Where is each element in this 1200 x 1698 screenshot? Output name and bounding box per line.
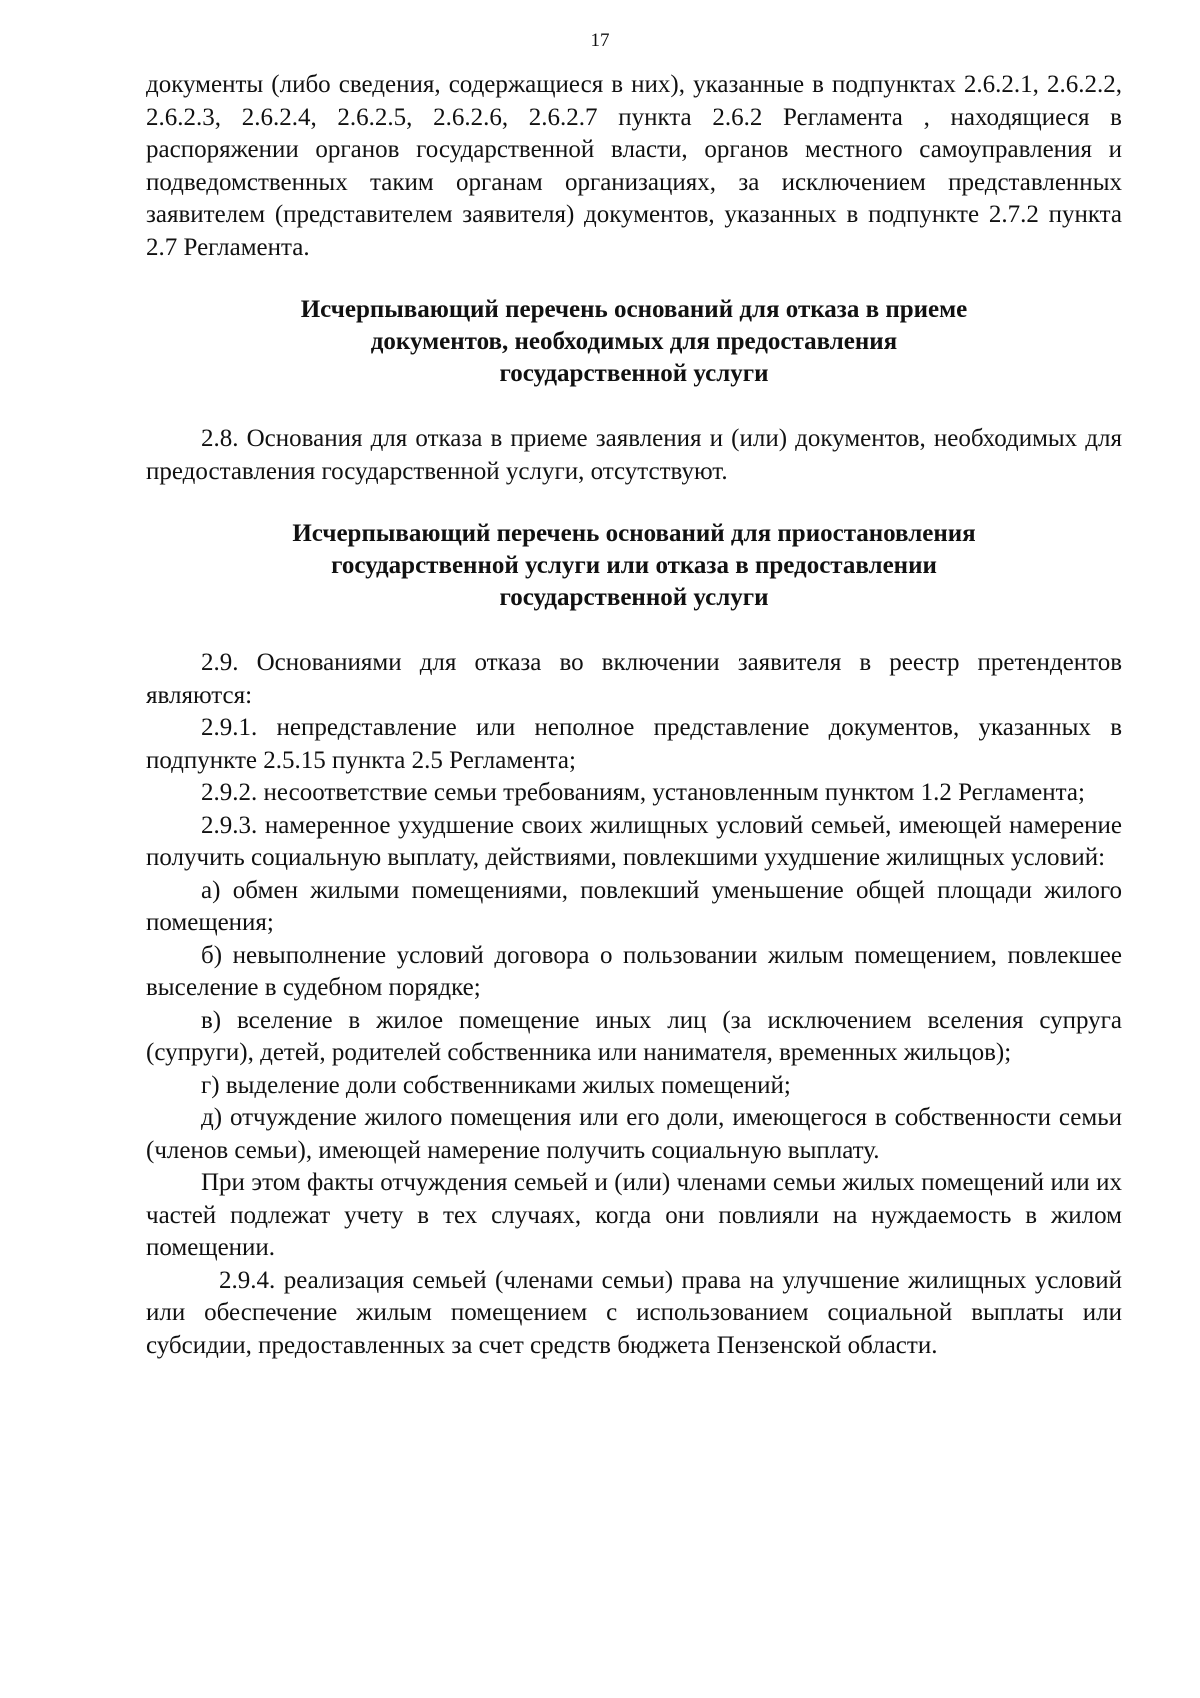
heading-line: государственной услуги [499,584,769,611]
list-item-a: а) обмен жилыми помещениями, повлекший уменьшение общей площади жилого помещения; [146,876,1122,936]
paragraph-2-8: 2.8. Основания для отказа в приеме заявления и (или) документов, необходимых для предоставления государственной услуги, отсутствуют. [146,425,1122,485]
paragraph-2-9-2: 2.9.2. несоответствие семьи требованиям, установленным пунктом 1.2 Регламента; [201,779,1085,806]
paragraph-2-9-4: 2.9.4. реализация семьей (членами семьи) права на улучшение жилищных условий или обеспечение жилым помещением с использованием социальной выплаты или субсидии, предоставленных за счет средств бюджета Пензенской области. [146,1266,1122,1359]
list-item-d: д) отчуждение жилого помещения или его доли, имеющегося в собственности семьи (членов семьи), имеющей намерение получить социальную выплату. [146,1104,1122,1164]
paragraph-2-9-1: 2.9.1. непредставление или неполное представление документов, указанных в подпункте 2.5.15 пункта 2.5 Регламента; [146,714,1122,774]
spacer [146,488,1122,518]
page-number: 17 [590,30,610,51]
heading-line: государственной услуги [499,360,769,387]
paragraph-2-9: 2.9. Основаниями для отказа во включении заявителя в реестр претендентов являются: [146,649,1122,709]
spacer [146,614,1122,647]
spacer [146,390,1122,423]
list-item-g: г) выделение доли собственниками жилых помещений; [201,1071,791,1099]
intro-paragraph: документы (либо сведения, содержащиеся в них), указанные в подпунктах 2.6.2.1, 2.6.2.2, 2.6.2.3, 2.6.2.4, 2.6.2.5, 2.6.2.6, 2.6.2.7 пункта 2.6.2 Регламента , находящиеся в распоряжении органов государственной власти, органов местного самоуправления и подведомственных таким органам организациях, за исключением представленных заявителем (представителем заявителя) документов, указанных в подпункте 2.7.2 пункта 2.7 Регламента. [146,71,1122,261]
heading-line: документов, необходимых для предоставления [370,328,898,355]
heading-line: Исчерпывающий перечень оснований для отказа в приеме [300,296,968,323]
section-heading-refusal-acceptance [146,294,1122,390]
spacer [146,264,1122,294]
list-item-v: в) вселение в жилое помещение иных лиц (за исключением вселения супруга (супруги), детей, родителей собственника или нанимателя, временных жильцов); [146,1006,1122,1066]
section-heading-suspension-refusal [146,518,1122,614]
note-paragraph: При этом факты отчуждения семьей и (или) членами семьи жилых помещений или их частей подлежат учету в тех случаях, когда они повлияли на нуждаемость в жилом помещении. [146,1169,1122,1261]
heading-line: Исчерпывающий перечень оснований для приостановления [292,520,976,547]
list-item-b: б) невыполнение условий договора о пользовании жилым помещением, повлекшее выселение в судебном порядке; [146,941,1122,1001]
paragraph-2-9-3: 2.9.3. намеренное ухудшение своих жилищных условий семьей, имеющей намерение получить социальную выплату, действиями, повлекшими ухудшение жилищных условий: [146,811,1122,871]
heading-line: государственной услуги или отказа в предоставлении [331,552,937,579]
document-body [146,69,1122,1362]
